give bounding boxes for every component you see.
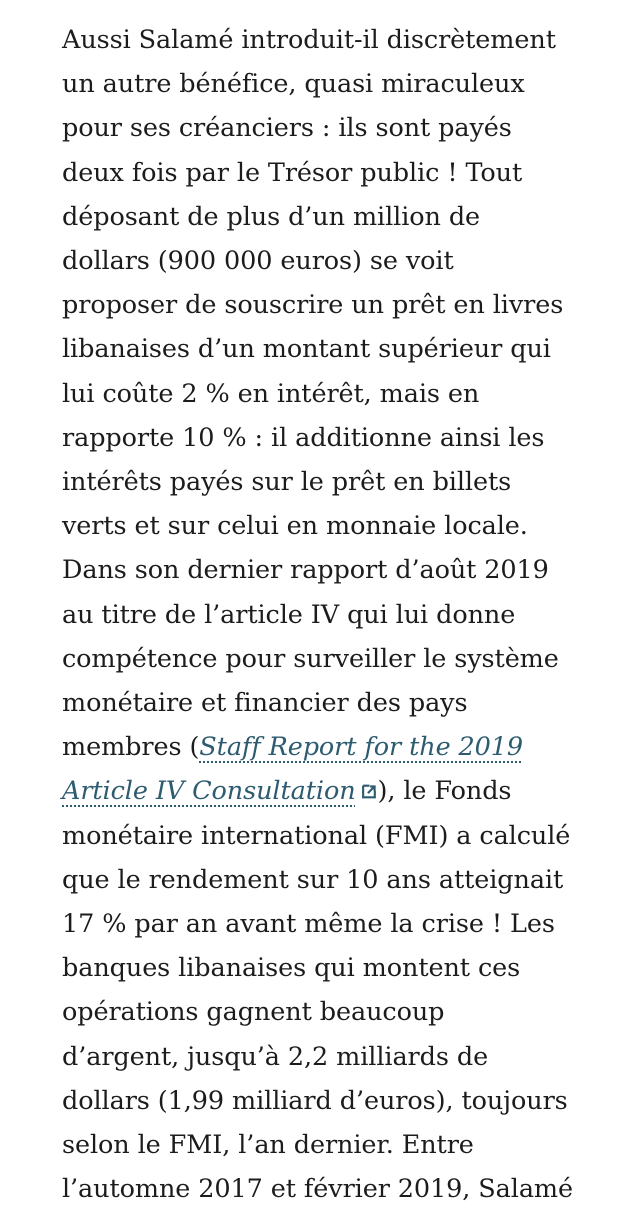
text-line: libanaises d’un montant supérieur qui — [62, 334, 551, 365]
text-line: lui coûte 2 % en intérêt, mais en — [62, 378, 480, 409]
text-line: Aussi Salamé introduit-il discrètement — [62, 25, 556, 55]
text-line: banques libanaises qui montent ces — [62, 953, 521, 984]
external-link-icon — [361, 783, 378, 800]
text-line: intérêts payés sur le prêt en billets — [62, 467, 512, 498]
link-text: Article IV Consultation — [62, 776, 356, 807]
text-line: d’argent, jusqu’à 2,2 milliards de — [62, 1041, 489, 1072]
staff-report-link[interactable]: Staff Report for the 2019 — [199, 732, 524, 763]
text-line-with-link — [62, 769, 622, 813]
text-line: pour ses créanciers : ils sont payés — [62, 113, 512, 144]
text-line: un autre bénéfice, quasi miraculeux — [62, 69, 525, 100]
text-line: déposant de plus d’un million de — [62, 201, 481, 232]
text-line: que le rendement sur 10 ans atteignait — [62, 864, 564, 895]
text-line: verts et sur celui en monnaie locale. — [62, 511, 528, 542]
after-link-text: ), le Fonds — [377, 776, 512, 807]
article-body — [62, 18, 622, 1211]
text-line: Dans son dernier rapport d’août 2019 — [62, 555, 549, 586]
text-line: dollars (900 000 euros) se voit — [62, 246, 454, 277]
text-line: monétaire international (FMI) a calculé — [62, 820, 571, 851]
text-line: l’automne 2017 et février 2019, Salamé — [62, 1174, 574, 1205]
link-prefix-text: membres ( — [62, 732, 200, 763]
text-line: au titre de l’article IV qui lui donne — [62, 599, 516, 630]
text-line: dollars (1,99 milliard d’euros), toujours — [62, 1085, 568, 1116]
text-line: selon le FMI, l’an dernier. Entre — [62, 1130, 474, 1161]
text-line-with-link — [62, 725, 622, 769]
text-line: rapporte 10 % : il additionne ainsi les — [62, 422, 545, 453]
text-line: deux fois par le Trésor public ! Tout — [62, 157, 523, 188]
text-line: 17 % par an avant même la crise ! Les — [62, 909, 555, 940]
text-line: monétaire et financier des pays — [62, 688, 468, 719]
text-line: opérations gagnent beaucoup — [62, 997, 445, 1028]
text-line: compétence pour surveiller le système — [62, 643, 559, 674]
staff-report-link-continued[interactable] — [62, 776, 378, 806]
text-line: proposer de souscrire un prêt en livres — [62, 290, 564, 321]
